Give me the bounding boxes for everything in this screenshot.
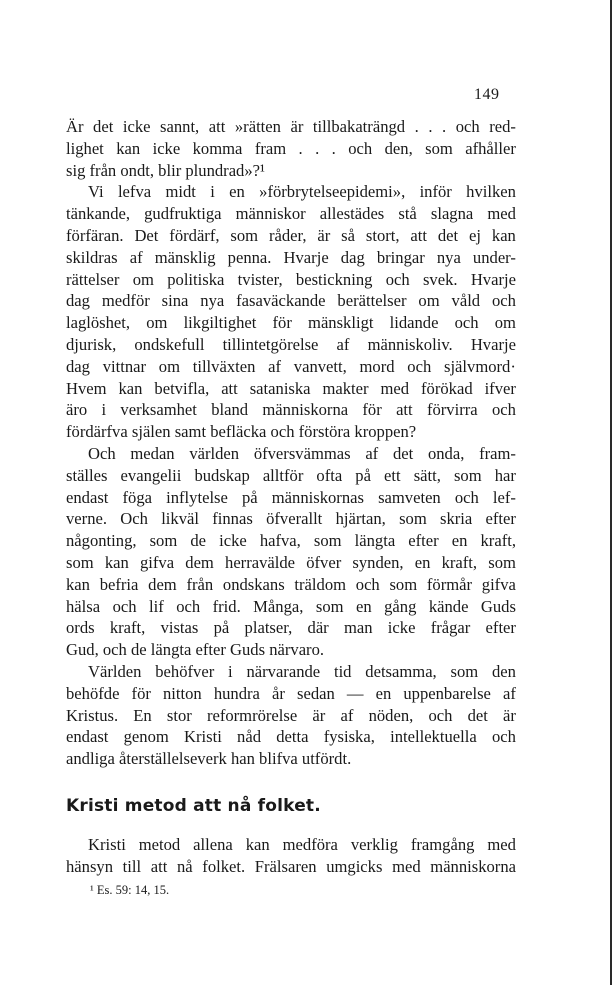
text-line: äro i verksamhet bland människorna för att förvirra och xyxy=(66,400,516,420)
body-text xyxy=(66,116,516,770)
text-line: tänkande, gudfruktiga människor allestädes stå slagna med xyxy=(66,204,516,224)
footnote: ¹ Es. 59: 14, 15. xyxy=(90,883,170,897)
text-line: Världen behöfver i närvarande tid detsamma, som den xyxy=(88,661,516,681)
text-line: Hvem kan betvifla, att sataniska makter med förökad ifver xyxy=(66,378,516,398)
text-line: lighet kan icke komma fram . . . och den, som afhåller xyxy=(66,138,516,158)
text-line: förfäran. Det fördärf, som råder, är så stort, att det ej kan xyxy=(66,225,516,245)
text-line: sig från ondt, blir plundrad»?¹ xyxy=(66,160,265,180)
paragraph xyxy=(66,443,516,661)
text-line: fördärfva själen samt befläcka och förstöra kroppen? xyxy=(66,422,417,442)
text-line: endast föga inflytelse på människornas samveten och lef- xyxy=(66,487,516,507)
text-line: verne. Och likväl finnas öfverallt hjärtan, som skria efter xyxy=(66,509,516,529)
text-line: någonting, som de icke hafva, som längta efter en kraft, xyxy=(66,531,516,551)
text-line: Kristi metod allena kan medföra verklig framgång med xyxy=(88,835,516,854)
text-line: hänsyn till att nå folket. Frälsaren umgicks med människorna xyxy=(66,856,516,876)
text-line: Och medan världen öfversvämmas af det onda, fram- xyxy=(88,443,516,463)
text-line: dag vittnar om tillväxten af vanvett, mord och självmord· xyxy=(66,356,516,376)
section-heading: Kristi metod att nå folket. xyxy=(66,796,321,816)
text-line: rättelser om politiska tvister, bestickning och svek. Hvarje xyxy=(66,269,516,289)
text-line: Kristus. En stor reformrörelse är af nöden, och det är xyxy=(66,705,516,725)
page-number: 149 xyxy=(474,86,500,103)
text-line: kan befria dem från ondskans träldom och som förmår gifva xyxy=(66,574,516,594)
text-line: andliga återställelseverk han blifva utfördt. xyxy=(66,749,352,769)
body-text-after-heading xyxy=(66,834,516,878)
text-line: ställes evangelii budskap alltför ofta på ett sätt, som har xyxy=(66,465,516,485)
text-line: dag medför sina nya fasaväckande berättelser om våld och xyxy=(66,291,516,311)
text-line: Gud, och de längta efter Guds närvaro. xyxy=(66,640,325,660)
text-line: laglöshet, om likgiltighet för mänskligt lidande och om xyxy=(66,313,516,333)
text-line: som kan gifva dem herravälde öfver synden, en kraft, som xyxy=(66,552,516,572)
text-line: Vi lefva midt i en »förbrytelseepidemi», inför hvilken xyxy=(88,182,516,202)
paragraph xyxy=(66,181,516,443)
text-line: behöfde för nitton hundra år sedan — en uppenbarelse af xyxy=(66,683,516,703)
text-line: djurisk, ondskefull tillintetgörelse af människoliv. Hvarje xyxy=(66,334,516,354)
text-line: Är det icke sannt, att »rätten är tillbakaträngd . . . och red- xyxy=(66,117,516,136)
paragraph xyxy=(66,661,516,770)
text-line: skildras af mänsklig penna. Hvarje dag bringar nya under- xyxy=(66,247,516,267)
text-line: hälsa och lif och frid. Många, som en gång kände Guds xyxy=(66,596,516,616)
paragraph xyxy=(66,116,516,181)
text-line: endast genom Kristi nåd detta fysiska, intellektuella och xyxy=(66,727,516,747)
text-line: ords kraft, vistas på platser, där man icke frågar efter xyxy=(66,618,516,638)
